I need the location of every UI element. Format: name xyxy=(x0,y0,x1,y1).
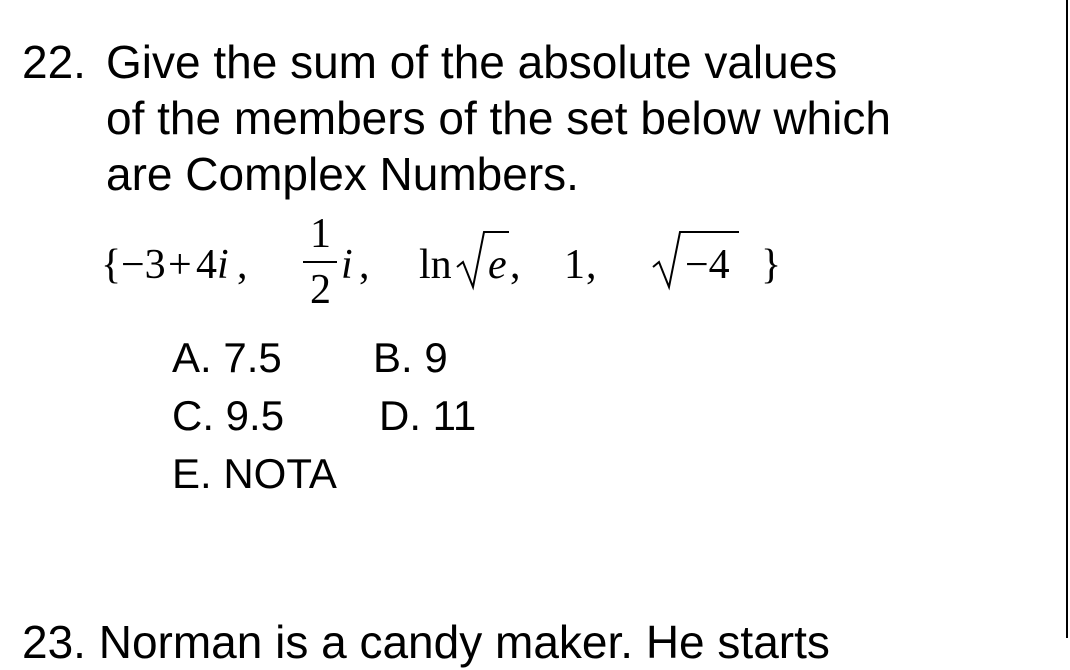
question-line-1: Give the sum of the absolute values xyxy=(106,36,838,88)
fraction-denominator: 2 xyxy=(310,267,331,313)
comma-2: , xyxy=(359,242,370,288)
set-close-brace: } xyxy=(761,242,782,288)
term1-imag-coef: 4 xyxy=(196,242,217,288)
negative-four: −4 xyxy=(685,242,730,288)
page-right-border xyxy=(1066,0,1068,638)
option-c: C. 9.5 xyxy=(172,392,285,439)
term2-imag-unit: i xyxy=(341,242,353,288)
option-d: D. 11 xyxy=(379,392,477,439)
number-one: 1 xyxy=(564,242,585,288)
comma-1: , xyxy=(237,242,248,288)
option-a: A. 7.5 xyxy=(172,334,282,381)
option-b: B. 9 xyxy=(373,334,448,381)
term1-imag-unit: i xyxy=(217,242,229,288)
term1-real-part: −3 xyxy=(121,242,166,288)
fraction-numerator: 1 xyxy=(310,211,331,257)
set-open-brace: { xyxy=(101,242,122,288)
question-number: 22. xyxy=(22,36,86,88)
ln-operator: ln xyxy=(419,242,452,288)
euler-e: e xyxy=(488,242,507,288)
question-line-2: of the members of the set below which xyxy=(106,92,891,144)
comma-4: , xyxy=(586,242,597,288)
comma-3: , xyxy=(510,242,521,288)
term1-plus-sign: + xyxy=(168,242,192,288)
option-e: E. NOTA xyxy=(172,450,337,497)
question-line-3: are Complex Numbers. xyxy=(106,148,579,200)
fraction-bar xyxy=(303,261,337,263)
next-question-partial: 23. Norman is a candy maker. He starts xyxy=(22,616,830,668)
